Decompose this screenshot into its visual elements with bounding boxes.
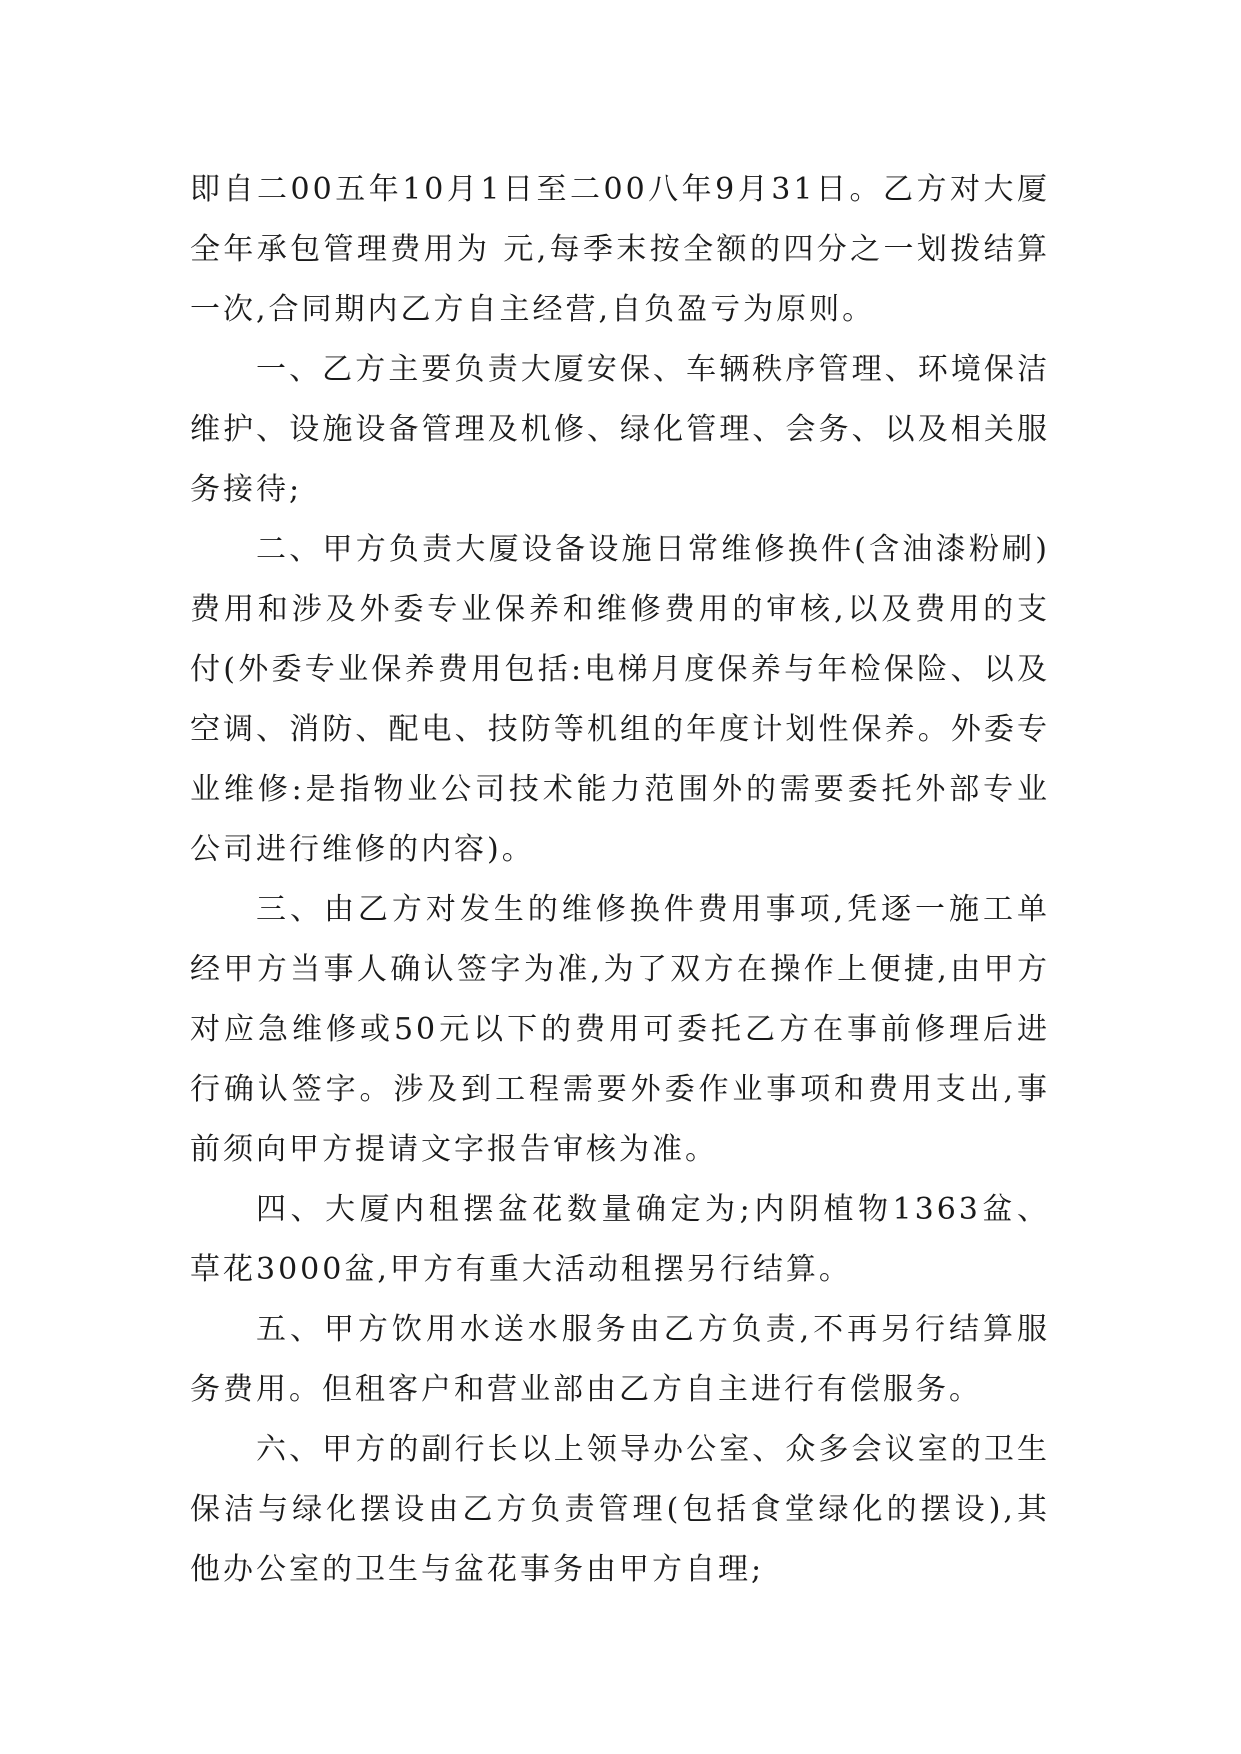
paragraph-clause-2: 二、甲方负责大厦设备设施日常维修换件(含油漆粉刷)费用和涉及外委专业保养和维修费用的审核,以及费用的支付(外委专业保养费用包括:电梯月度保养与年检保险、以及空调、消防、配电、技防等机组的年度计划性保养。外委专业维修:是指物业公司技术能力范围外的需要委托外部专业公司进行维修的内容)。 <box>190 532 1050 867</box>
paragraph-term-and-fee: 即自二00五年10月1日至二00八年9月31日。乙方对大厦全年承包管理费用为 元,每季末按全额的四分之一划拨结算一次,合同期内乙方自主经营,自负盈亏为原则。 <box>190 172 1050 327</box>
paragraph-clause-1: 一、乙方主要负责大厦安保、车辆秩序管理、环境保洁维护、设施设备管理及机修、绿化管理、会务、以及相关服务接待; <box>190 352 1050 507</box>
paragraph-clause-6: 六、甲方的副行长以上领导办公室、众多会议室的卫生保洁与绿化摆设由乙方负责管理(包括食堂绿化的摆设),其他办公室的卫生与盆花事务由甲方自理; <box>190 1432 1050 1587</box>
paragraph-clause-3: 三、由乙方对发生的维修换件费用事项,凭逐一施工单经甲方当事人确认签字为准,为了双方在操作上便捷,由甲方对应急维修或50元以下的费用可委托乙方在事前修理后进行确认签字。涉及到工程需要外委作业事项和费用支出,事前须向甲方提请文字报告审核为准。 <box>190 892 1050 1167</box>
paragraph-clause-5: 五、甲方饮用水送水服务由乙方负责,不再另行结算服务费用。但租客户和营业部由乙方自主进行有偿服务。 <box>190 1312 1050 1407</box>
paragraph-clause-4: 四、大厦内租摆盆花数量确定为;内阴植物1363盆、草花3000盆,甲方有重大活动租摆另行结算。 <box>190 1192 1050 1287</box>
document-body <box>190 160 1050 1600</box>
